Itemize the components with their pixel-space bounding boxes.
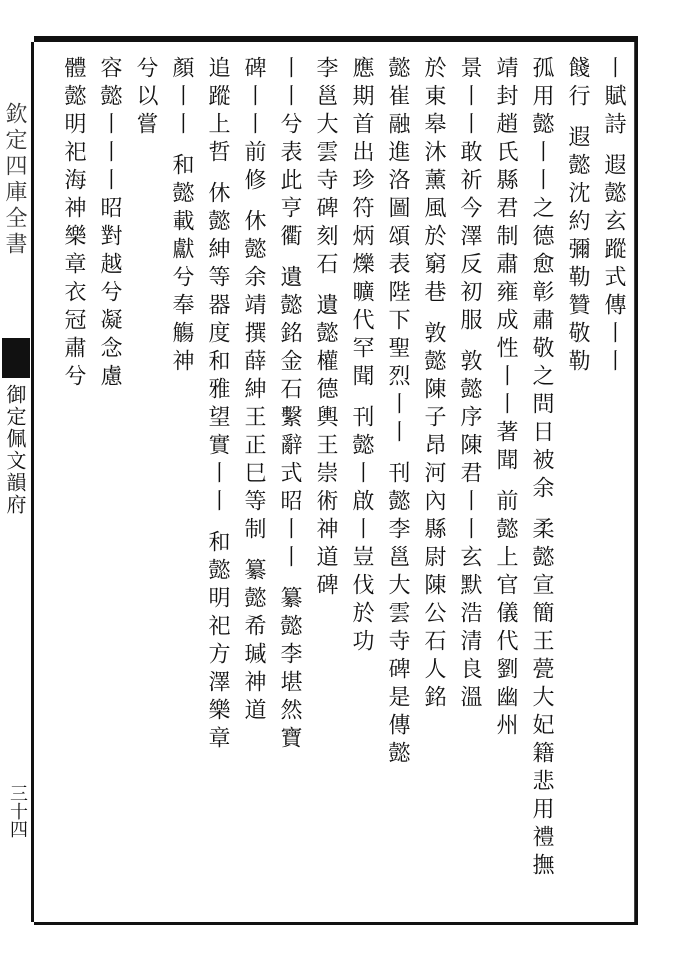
book-title: 欽定四庫全書	[2, 102, 27, 258]
page-border-top	[34, 36, 638, 42]
text-column-4: 靖封趙氏縣君制肅雍成性丨丨著聞 前懿上官儀代劉幽州	[493, 56, 518, 741]
page-border-bottom	[34, 922, 638, 925]
text-column-12: 追蹤上哲 休懿紳等器度和雅望實丨丨 和懿明祀方澤樂章	[205, 56, 230, 754]
volume-title: 御定佩文韻府	[3, 384, 27, 516]
text-column-3: 孤用懿丨丨之德愈彰肅敬之問日被余 柔懿宣簡王甍大妃籍悲用禮撫	[529, 56, 554, 881]
text-column-11: 碑丨丨前修 休懿余靖撰薛紳王正巳等制 纂懿希瑊神道	[241, 56, 266, 726]
page-number: 三十四	[7, 784, 28, 838]
text-column-1: 丨賦詩 遐懿玄蹤式傳丨丨	[601, 56, 626, 377]
text-column-10: 丨丨兮表此亨衢 遺懿銘金石繫辭式昭丨丨 纂懿李堪然寶	[277, 56, 302, 754]
text-column-15: 容懿丨丨丨昭對越兮凝念慮	[97, 56, 122, 392]
fish-tail-mark	[2, 338, 30, 378]
column-rule	[634, 42, 635, 922]
text-column-6: 於東皋沐薰風於窮巷 敦懿陳子昂河內縣尉陳公石人銘	[421, 56, 446, 713]
text-column-9: 李邕大雲寺碑刻石 遺懿權德輿王崇術神道碑	[313, 56, 338, 601]
text-column-14: 兮以嘗	[133, 56, 158, 140]
text-column-8: 應期首出珍符炳爍曠代罕聞 刊懿丨啟丨豈伐於功	[349, 56, 374, 657]
text-column-2: 餞行 遐懿沈約彌勒贊敬勒	[565, 56, 590, 377]
page-margin-strip	[0, 42, 34, 922]
text-column-16: 體懿明祀海神樂章衣冠肅兮	[61, 56, 86, 392]
text-column-13: 顏丨丨 和懿載獻兮奉觴神	[169, 56, 194, 377]
text-column-7: 懿崔融進洛圖頌表陛下聖烈丨丨 刊懿李邕大雲寺碑是傳懿	[385, 56, 410, 769]
text-column-5: 景丨丨敢祈今澤反初服 敦懿序陳君丨丨玄默浩清良溫	[457, 56, 482, 713]
